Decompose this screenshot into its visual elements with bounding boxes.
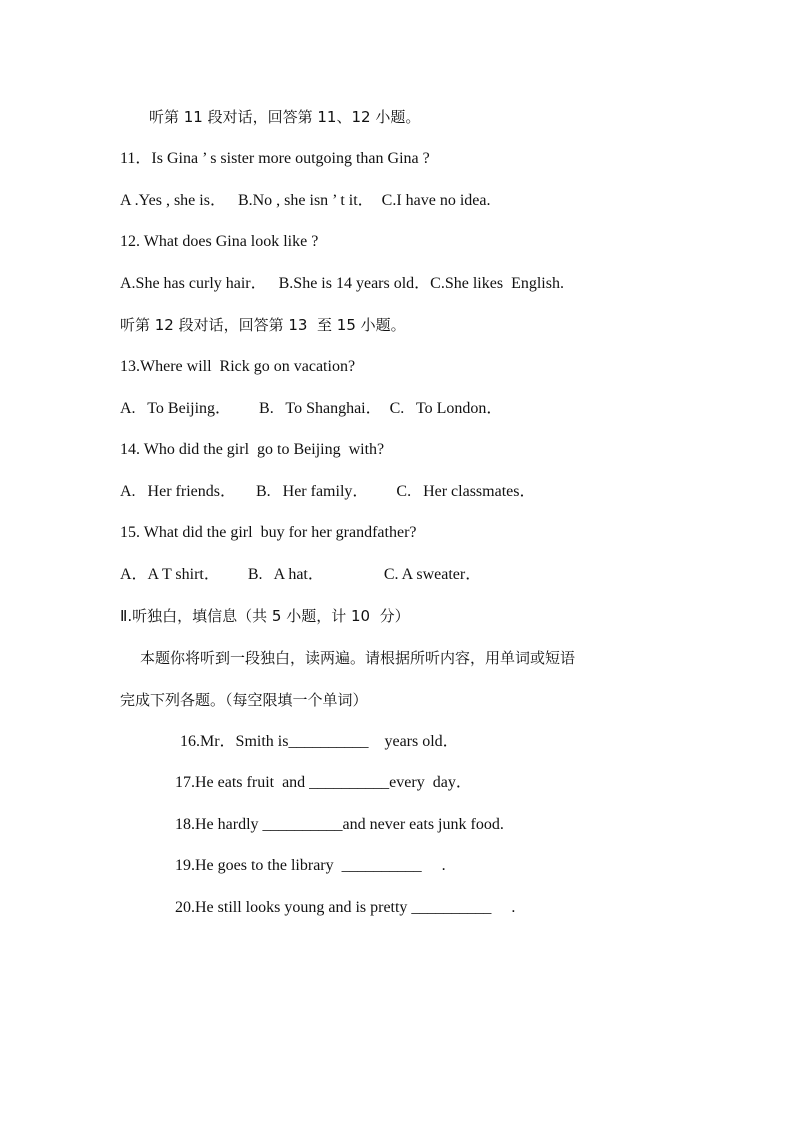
section-heading-dialogue-12: 听第 12 段对话，回答第 13 至 15 小题。: [120, 316, 406, 334]
question-14: 14. Who did the girl go to Beijing with?: [120, 441, 385, 458]
question-12: 12. What does Gina look like ?: [120, 233, 319, 250]
options-12: A.She has curly hair． B.She is 14 years old．C.She likes English.: [120, 275, 564, 292]
part-two-heading: Ⅱ.听独白，填信息（共 5 小题，计 10 分）: [120, 607, 410, 625]
fill-blank-16: 16.Mr．Smith is__________ years old．: [180, 733, 459, 750]
part-two-instructions-line-1: 本题你将听到一段独白，读两遍。请根据所听内容，用单词或短语: [140, 649, 576, 667]
fill-blank-20: 20.He still looks young and is pretty __________ .: [175, 899, 516, 916]
options-15: A．A T shirt． B. A hat． C. A sweater．: [120, 566, 482, 583]
section-heading-dialogue-11: 听第 11 段对话，回答第 11、12 小题。: [149, 108, 421, 126]
fill-blank-17: 17.He eats fruit and __________every day．: [175, 774, 472, 791]
fill-blank-18: 18.He hardly __________and never eats junk food.: [175, 816, 504, 833]
options-14: A. Her friends． B. Her family． C. Her classmates．: [120, 483, 536, 500]
fill-blank-19: 19.He goes to the library __________ .: [175, 857, 446, 874]
part-two-instructions-line-2: 完成下列各题。（每空限填一个单词）: [120, 691, 368, 709]
question-13: 13.Where will Rick go on vacation?: [120, 358, 356, 375]
options-13: A. To Beijing． B. To Shanghai． C. To London．: [120, 400, 503, 417]
options-11: A .Yes , she is． B.No , she isn ’ t it． C.I have no idea.: [120, 192, 491, 209]
question-11: 11．Is Gina ’ s sister more outgoing than Gina ?: [120, 150, 430, 167]
question-15: 15. What did the girl buy for her grandfather?: [120, 524, 417, 541]
